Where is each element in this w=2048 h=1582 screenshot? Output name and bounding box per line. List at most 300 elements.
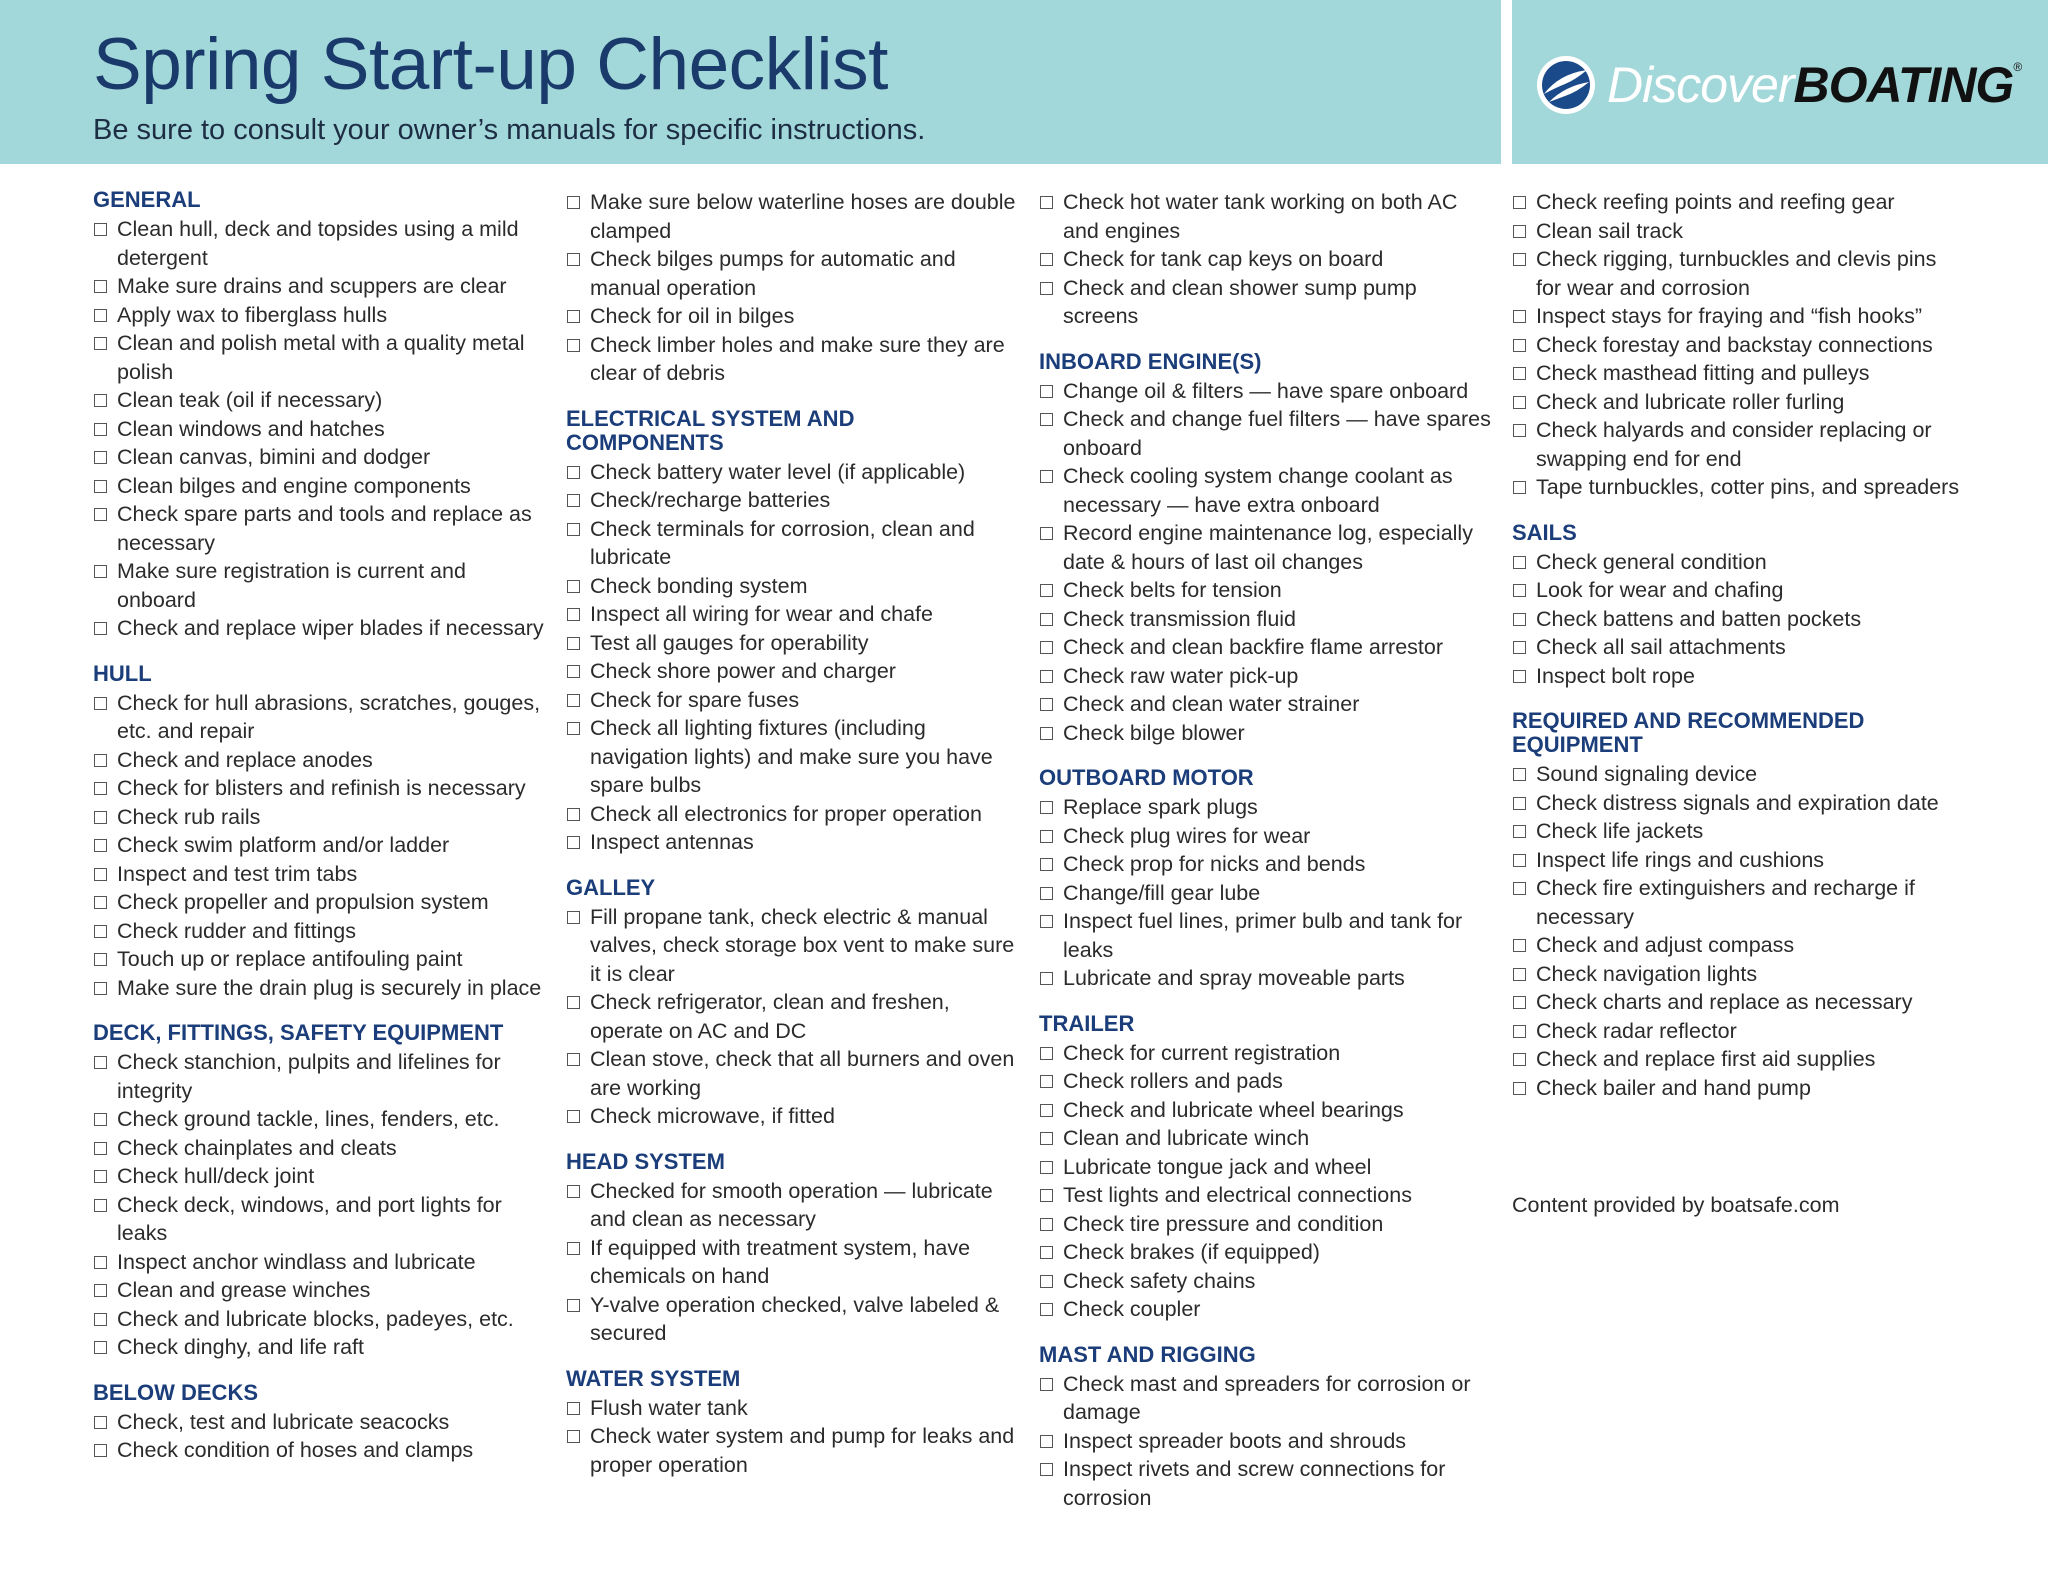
checklist-item <box>1039 690 1491 719</box>
checklist-item <box>1039 1067 1491 1096</box>
checklist-item-label: Check fire extinguishers and recharge if necessary <box>1536 876 1915 929</box>
checkbox[interactable] <box>1040 1161 1053 1174</box>
checklist-item <box>1512 789 1964 818</box>
checkbox[interactable] <box>1513 310 1526 323</box>
checklist-items <box>566 1177 1018 1348</box>
section-heading: DECK, FITTINGS, SAFETY EQUIPMENT <box>93 1020 504 1045</box>
checkbox[interactable] <box>567 637 580 650</box>
checkbox[interactable] <box>1040 641 1053 654</box>
section-heading: HEAD SYSTEM <box>566 1148 725 1174</box>
checklist-item-label: Tape turnbuckles, cotter pins, and spreaders <box>1536 475 1960 499</box>
page-subtitle: Be sure to consult your owner’s manuals for specific instructions. <box>93 114 926 146</box>
checklist-section-below-decks <box>93 1381 545 1465</box>
checklist-item-label: Sound signaling device <box>1536 762 1758 786</box>
section-heading: BELOW DECKS <box>93 1379 258 1405</box>
checkbox[interactable] <box>1513 797 1526 810</box>
checklist-items <box>93 215 545 643</box>
checkbox[interactable] <box>567 196 580 209</box>
checklist-item <box>93 1408 545 1437</box>
checkbox[interactable] <box>1040 584 1053 597</box>
checklist-item <box>1512 388 1964 417</box>
checkbox[interactable] <box>567 608 580 621</box>
checkbox[interactable] <box>94 1056 107 1069</box>
checklist-item-label: Check for oil in bilges <box>590 304 795 328</box>
checklist-item <box>566 686 1018 715</box>
checkbox[interactable] <box>567 722 580 735</box>
checklist-item-label: Check for hull abrasions, scratches, gouges, etc. and repair <box>117 690 541 743</box>
checkbox[interactable] <box>94 697 107 710</box>
checkbox[interactable] <box>1513 825 1526 838</box>
checkbox[interactable] <box>1040 527 1053 540</box>
checklist-item-label: Check and replace anodes <box>117 747 373 772</box>
checklist-item <box>93 803 545 832</box>
checklist-item <box>1512 605 1964 634</box>
checkbox[interactable] <box>1040 1218 1053 1231</box>
checklist-item-label: Clean and polish metal with a quality metal polish <box>117 331 525 384</box>
checklist-item-label: Check all sail attachments <box>1536 635 1786 659</box>
checklist-item <box>1039 519 1491 576</box>
checklist-item-label: Inspect anchor windlass and lubricate <box>117 1249 476 1274</box>
checklist-items <box>1039 1039 1491 1324</box>
checkbox[interactable] <box>1040 1047 1053 1060</box>
checkbox[interactable] <box>94 622 107 635</box>
checklist-item-label: Inspect antennas <box>590 830 754 854</box>
checklist-items <box>93 689 545 1003</box>
checklist-item <box>93 689 545 746</box>
checkbox[interactable] <box>567 1430 580 1443</box>
checklist-item <box>1039 907 1491 964</box>
checklist-item <box>1512 874 1964 931</box>
checklist-item <box>93 917 545 946</box>
checkbox[interactable] <box>94 782 107 795</box>
checklist-item <box>566 1102 1018 1131</box>
checklist-item <box>1039 462 1491 519</box>
checklist-item-label: Check deck, windows, and port lights for leaks <box>117 1192 502 1245</box>
checklist-item-label: Check for spare fuses <box>590 687 800 712</box>
checklist-item <box>1039 1238 1491 1267</box>
checkbox[interactable] <box>567 466 580 479</box>
checklist-item-label: Change/fill gear lube <box>1063 880 1261 905</box>
checklist-item-label: Check and replace first aid supplies <box>1536 1047 1876 1071</box>
checkbox[interactable] <box>94 394 107 407</box>
logo-emblem-icon <box>1535 54 1597 116</box>
checklist-item <box>93 1134 545 1163</box>
section-heading: OUTBOARD MOTOR <box>1039 765 1254 790</box>
checkbox[interactable] <box>567 836 580 849</box>
checklist-items <box>1512 548 1964 691</box>
checklist-item <box>1512 931 1964 960</box>
checklist-item-label: Check cooling system change coolant as necessary — have extra onboard <box>1063 464 1453 517</box>
checkbox[interactable] <box>567 911 580 924</box>
checklist-item <box>93 1333 545 1362</box>
checklist-item-label: Check propeller and propulsion system <box>117 890 489 914</box>
registered-mark: ® <box>2013 60 2023 74</box>
checklist-item-label: Checked for smooth operation — lubricate and clean as necessary <box>590 1178 993 1231</box>
checklist-item <box>1039 879 1491 908</box>
checkbox[interactable] <box>567 339 580 352</box>
checklist-item-label: Check condition of hoses and clamps <box>117 1438 474 1462</box>
checkbox[interactable] <box>1040 196 1053 209</box>
checkbox[interactable] <box>1040 1132 1053 1145</box>
checkbox[interactable] <box>94 1284 107 1297</box>
checklist-item <box>1512 473 1964 502</box>
checkbox[interactable] <box>1040 915 1053 928</box>
checklist-items <box>1039 377 1491 748</box>
section-heading: ELECTRICAL SYSTEM AND COMPONENTS <box>566 405 855 455</box>
checklist-item-label: Check bailer and hand pump <box>1536 1075 1811 1100</box>
checklist-item <box>1512 1017 1964 1046</box>
checklist-item-label: Check and clean shower sump pump screens <box>1063 275 1417 328</box>
checklist-item-label: Check all electronics for proper operation <box>590 801 982 826</box>
checkbox[interactable] <box>1513 196 1526 209</box>
checkbox[interactable] <box>94 925 107 938</box>
content-credit: Content provided by boatsafe.com <box>1512 1193 1840 1217</box>
checkbox[interactable] <box>1513 1053 1526 1066</box>
checkbox[interactable] <box>567 996 580 1009</box>
checklist-item-label: Inspect stays for fraying and “fish hooks” <box>1536 304 1922 328</box>
section-heading: GENERAL <box>93 187 201 212</box>
checkbox[interactable] <box>1040 801 1053 814</box>
checklist-item <box>1039 377 1491 406</box>
checklist-item-label: Check/recharge batteries <box>590 488 831 512</box>
checklist-item-label: Clean teak (oil if necessary) <box>117 388 383 412</box>
checkbox[interactable] <box>1040 253 1053 266</box>
checklist-items <box>1512 188 1964 502</box>
checklist-section-electrical-system-and-components <box>566 407 1018 857</box>
checkbox[interactable] <box>94 1444 107 1457</box>
checklist-item-label: Inspect spreader boots and shrouds <box>1063 1428 1407 1453</box>
checkbox[interactable] <box>94 223 107 236</box>
checklist-section-trailer <box>1039 1012 1491 1324</box>
checklist-item <box>1039 964 1491 993</box>
section-heading: WATER SYSTEM <box>566 1365 741 1391</box>
checklist-item <box>566 629 1018 658</box>
checklist-column-3 <box>1039 188 1491 1531</box>
checklist-item-label: Inspect and test trim tabs <box>117 861 358 886</box>
checklist-item <box>566 903 1018 989</box>
checklist-item <box>1039 1267 1491 1296</box>
checklist-item-label: Check distress signals and expiration date <box>1536 790 1939 815</box>
checkbox[interactable] <box>1040 1104 1053 1117</box>
checkbox[interactable] <box>567 523 580 536</box>
checkbox[interactable] <box>567 253 580 266</box>
checkbox[interactable] <box>1513 396 1526 409</box>
checkbox[interactable] <box>1513 641 1526 654</box>
checklist-item <box>566 988 1018 1045</box>
checklist-item <box>93 860 545 889</box>
checklist-item <box>566 714 1018 800</box>
checklist-item <box>1512 960 1964 989</box>
checkbox[interactable] <box>1513 481 1526 494</box>
checklist-item-label: Make sure registration is current and onboard <box>117 559 466 612</box>
checkbox[interactable] <box>1513 424 1526 437</box>
checkbox[interactable] <box>1040 470 1053 483</box>
checkbox[interactable] <box>94 896 107 909</box>
checklist-item <box>1512 359 1964 388</box>
checkbox[interactable] <box>1040 1189 1053 1202</box>
checklist-item <box>93 443 545 472</box>
checklist-section-galley <box>566 876 1018 1131</box>
checkbox[interactable] <box>1513 996 1526 1009</box>
checklist-item <box>93 500 545 557</box>
checkbox[interactable] <box>94 423 107 436</box>
checkbox[interactable] <box>1040 727 1053 740</box>
checklist-item <box>1039 1096 1491 1125</box>
checklist-item-label: Check halyards and consider replacing or swapping end for end <box>1536 418 1932 471</box>
checklist-item <box>93 329 545 386</box>
checklist-item-label: Check masthead fitting and pulleys <box>1536 361 1870 385</box>
checklist-items <box>1039 793 1491 993</box>
checkbox[interactable] <box>1513 1082 1526 1095</box>
checkbox[interactable] <box>1513 613 1526 626</box>
checklist-item-label: Check limber holes and make sure they are clear of debris <box>590 332 1005 385</box>
checklist-item-label: Test lights and electrical connections <box>1063 1183 1412 1207</box>
checklist-item <box>93 1436 545 1465</box>
checklist-item <box>566 572 1018 601</box>
checklist-item-label: Check radar reflector <box>1536 1018 1737 1043</box>
checkbox[interactable] <box>94 1313 107 1326</box>
checkbox[interactable] <box>567 1185 580 1198</box>
checklist-item <box>93 215 545 272</box>
checklist-item-label: Check all lighting fixtures (including navigation lights) and make sure you have spare bulbs <box>590 716 993 797</box>
checkbox[interactable] <box>1040 1275 1053 1288</box>
checklist-item <box>566 657 1018 686</box>
checklist-item-label: Inspect bolt rope <box>1536 663 1695 688</box>
checklist-item-label: Change oil & filters — have spare onboard <box>1063 378 1469 403</box>
checkbox[interactable] <box>1040 1378 1053 1391</box>
checkbox[interactable] <box>1513 968 1526 981</box>
checklist-section-head-system <box>566 1150 1018 1348</box>
checkbox[interactable] <box>1040 1303 1053 1316</box>
checklist-item <box>566 458 1018 487</box>
checklist-item-label: Inspect fuel lines, primer bulb and tank for leaks <box>1063 909 1463 962</box>
checklist-item <box>1039 793 1491 822</box>
checklist-item <box>93 301 545 330</box>
checklist-item-label: Check stanchion, pulpits and lifelines for integrity <box>117 1050 501 1103</box>
checkbox[interactable] <box>1040 282 1053 295</box>
checkbox[interactable] <box>1040 385 1053 398</box>
checklist-item-label: Make sure drains and scuppers are clear <box>117 274 507 298</box>
checkbox[interactable] <box>1040 858 1053 871</box>
checkbox[interactable] <box>567 694 580 707</box>
checkbox[interactable] <box>94 953 107 966</box>
checkbox[interactable] <box>94 309 107 322</box>
checklist-item-label: Check life jackets <box>1536 819 1704 843</box>
checklist-item <box>93 386 545 415</box>
checkbox[interactable] <box>94 982 107 995</box>
checkbox[interactable] <box>1513 225 1526 238</box>
checkbox[interactable] <box>1040 698 1053 711</box>
checklist-item <box>1039 1124 1491 1153</box>
checklist-item-label: Clean and grease winches <box>117 1278 371 1302</box>
checkbox[interactable] <box>567 1402 580 1415</box>
checklist-items <box>93 1048 545 1362</box>
discover-boating-logo <box>1535 52 2022 118</box>
checklist-section-continued <box>1512 188 1964 502</box>
checkbox[interactable] <box>94 868 107 881</box>
checkbox[interactable] <box>1040 972 1053 985</box>
checkbox[interactable] <box>567 1242 580 1255</box>
checklist-item-label: Clean and lubricate winch <box>1063 1126 1310 1150</box>
checklist-item-label: Touch up or replace antifouling paint <box>117 947 463 971</box>
checklist-item <box>1039 1455 1491 1512</box>
checkbox[interactable] <box>1513 584 1526 597</box>
checklist-item <box>93 1248 545 1277</box>
checklist-item-label: Check rigging, turnbuckles and clevis pins for wear and corrosion <box>1536 247 1937 300</box>
checkbox[interactable] <box>94 451 107 464</box>
checklist-item-label: Check and adjust compass <box>1536 933 1795 957</box>
checklist-item <box>1512 302 1964 331</box>
checkbox[interactable] <box>1513 1025 1526 1038</box>
checkbox[interactable] <box>94 811 107 824</box>
checklist-item-label: Check navigation lights <box>1536 961 1758 986</box>
checkbox[interactable] <box>567 808 580 821</box>
checklist-section-inboard-engine-s <box>1039 350 1491 748</box>
checkbox[interactable] <box>94 1170 107 1183</box>
checkbox[interactable] <box>1513 882 1526 895</box>
checkbox[interactable] <box>94 1199 107 1212</box>
checklist-item-label: Check dinghy, and life raft <box>117 1335 364 1359</box>
checkbox[interactable] <box>1513 939 1526 952</box>
checklist-section-hull <box>93 662 545 1003</box>
checklist-item <box>566 800 1018 829</box>
checkbox[interactable] <box>1040 1075 1053 1088</box>
checkbox[interactable] <box>1513 556 1526 569</box>
checklist-item <box>93 1105 545 1134</box>
checkbox[interactable] <box>567 580 580 593</box>
checklist-item-label: Check rudder and fittings <box>117 918 357 943</box>
checkbox[interactable] <box>1513 854 1526 867</box>
checklist-item-label: If equipped with treatment system, have chemicals on hand <box>590 1235 971 1288</box>
checklist-item <box>1039 1153 1491 1182</box>
checkbox[interactable] <box>1040 887 1053 900</box>
checklist-section-sails <box>1512 521 1964 691</box>
checklist-item <box>566 1177 1018 1234</box>
checkbox[interactable] <box>567 1053 580 1066</box>
checklist-item-label: Check reefing points and reefing gear <box>1536 190 1895 214</box>
checkbox[interactable] <box>567 494 580 507</box>
checkbox[interactable] <box>567 310 580 323</box>
checklist-item-label: Check mast and spreaders for corrosion or damage <box>1063 1371 1471 1424</box>
checkbox[interactable] <box>1040 830 1053 843</box>
section-heading: TRAILER <box>1039 1010 1135 1036</box>
checklist-item <box>1512 576 1964 605</box>
checklist-item-label: Check general condition <box>1536 549 1767 574</box>
checklist-item <box>1512 1045 1964 1074</box>
checklist-item-label: Clean hull, deck and topsides using a mild detergent <box>117 217 519 270</box>
checklist-item-label: Lubricate and spray moveable parts <box>1063 966 1405 990</box>
checklist-item <box>566 1291 1018 1348</box>
checkbox[interactable] <box>1040 1435 1053 1448</box>
checklist-item-label: Check plug wires for wear <box>1063 823 1311 848</box>
checkbox[interactable] <box>94 1256 107 1269</box>
checklist-item <box>566 245 1018 302</box>
checklist-item-label: Check for tank cap keys on board <box>1063 247 1384 271</box>
checkbox[interactable] <box>94 337 107 350</box>
checkbox[interactable] <box>1513 367 1526 380</box>
checklist-item-label: Make sure below waterline hoses are double clamped <box>590 190 1016 243</box>
checklist-section-mast-and-rigging <box>1039 1343 1491 1513</box>
checklist-item <box>1512 245 1964 302</box>
checklist-item <box>566 1045 1018 1102</box>
section-heading: GALLEY <box>566 874 656 900</box>
checklist-item-label: Make sure the drain plug is securely in place <box>117 975 542 1000</box>
checklist-item <box>1039 405 1491 462</box>
checkbox[interactable] <box>94 754 107 767</box>
checklist-section-general <box>93 188 545 643</box>
logo-text-boating: BOATING <box>1793 57 2014 113</box>
checkbox[interactable] <box>567 665 580 678</box>
checklist-item-label: Check hull/deck joint <box>117 1164 315 1188</box>
checklist-items <box>1039 1370 1491 1513</box>
checklist-item <box>93 974 545 1003</box>
checkbox[interactable] <box>94 565 107 578</box>
checkbox[interactable] <box>567 1110 580 1123</box>
checkbox[interactable] <box>1040 613 1053 626</box>
checkbox[interactable] <box>1040 670 1053 683</box>
checkbox[interactable] <box>1040 1246 1053 1259</box>
checklist-item-label: Record engine maintenance log, especially date & hours of last oil changes <box>1063 521 1473 574</box>
checkbox[interactable] <box>94 1142 107 1155</box>
checklist-item <box>1039 1210 1491 1239</box>
checkbox[interactable] <box>1513 768 1526 781</box>
checkbox[interactable] <box>94 280 107 293</box>
checklist-item-label: Check for current registration <box>1063 1040 1341 1065</box>
checkbox[interactable] <box>1040 413 1053 426</box>
checklist-item <box>566 188 1018 245</box>
checkbox[interactable] <box>94 508 107 521</box>
checkbox[interactable] <box>94 480 107 493</box>
checklist-item-label: Replace spark plugs <box>1063 795 1258 819</box>
checkbox[interactable] <box>94 1113 107 1126</box>
checklist-item <box>566 1234 1018 1291</box>
checklist-item <box>93 1305 545 1334</box>
checklist-item <box>1039 274 1491 331</box>
checklist-item <box>1512 416 1964 473</box>
checklist-item-label: Test all gauges for operability <box>590 630 869 655</box>
checkbox[interactable] <box>1513 339 1526 352</box>
checklist-item-label: Check terminals for corrosion, clean and lubricate <box>590 516 975 569</box>
checklist-item-label: Check bonding system <box>590 573 808 598</box>
checklist-item <box>93 888 545 917</box>
checkbox[interactable] <box>1040 1463 1053 1476</box>
checkbox[interactable] <box>1513 670 1526 683</box>
checklist-item <box>93 746 545 775</box>
checklist-column-2 <box>566 188 1018 1498</box>
checklist-column-1 <box>93 188 545 1484</box>
checklist-item-label: Check safety chains <box>1063 1268 1256 1293</box>
checklist-item <box>93 1048 545 1105</box>
checkbox[interactable] <box>94 1416 107 1429</box>
checklist-item-label: Check and lubricate roller furling <box>1536 389 1845 414</box>
checklist-items <box>566 903 1018 1131</box>
checklist-item <box>93 945 545 974</box>
checklist-item-label: Check swim platform and/or ladder <box>117 833 450 857</box>
checklist-item <box>1039 1427 1491 1456</box>
checklist-item-label: Inspect life rings and cushions <box>1536 847 1825 872</box>
checkbox[interactable] <box>94 839 107 852</box>
checklist-item-label: Apply wax to fiberglass hulls <box>117 302 388 327</box>
checkbox[interactable] <box>567 1299 580 1312</box>
checklist-item-label: Check coupler <box>1063 1297 1201 1321</box>
checkbox[interactable] <box>1513 253 1526 266</box>
checklist-item <box>1039 1039 1491 1068</box>
checkbox[interactable] <box>94 1341 107 1354</box>
checklist-item-label: Clean stove, check that all burners and oven are working <box>590 1047 1015 1100</box>
checklist-item-label: Check brakes (if equipped) <box>1063 1240 1320 1264</box>
checklist-item <box>566 828 1018 857</box>
checklist-item <box>1512 760 1964 789</box>
